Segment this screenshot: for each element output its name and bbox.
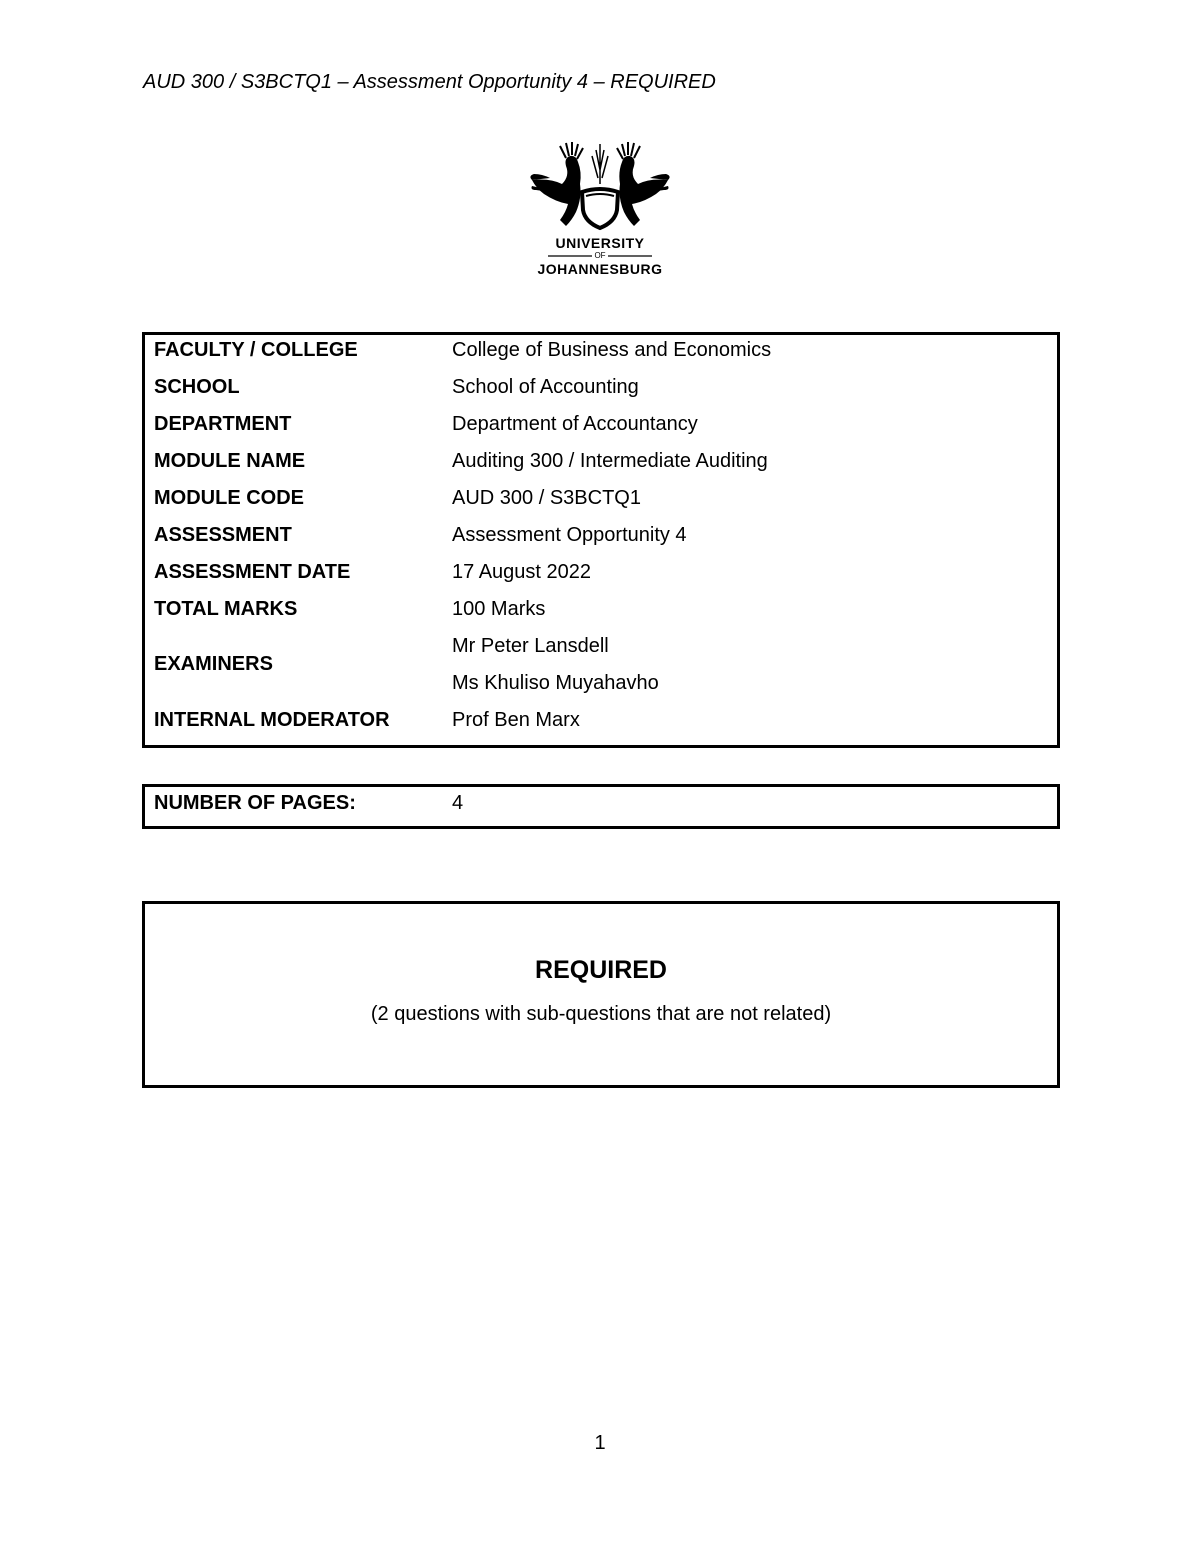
required-title: REQUIRED	[535, 956, 667, 984]
logo-text-of: OF	[594, 251, 606, 260]
info-label: DEPARTMENT	[154, 413, 292, 435]
info-value: Assessment Opportunity 4	[452, 524, 687, 546]
info-row-moderator	[145, 705, 1057, 742]
info-row-faculty	[145, 335, 1057, 372]
pages-label: NUMBER OF PAGES:	[154, 792, 356, 814]
info-row-total-marks	[145, 594, 1057, 631]
info-value: 100 Marks	[452, 598, 546, 620]
info-value: Prof Ben Marx	[452, 709, 580, 731]
university-logo	[520, 140, 680, 285]
info-value: AUD 300 / S3BCTQ1	[452, 487, 641, 509]
number-of-pages-box	[142, 784, 1060, 829]
pages-value: 4	[452, 792, 464, 814]
info-label: MODULE NAME	[154, 450, 306, 472]
info-label: TOTAL MARKS	[154, 598, 298, 620]
logo-text-university: UNIVERSITY	[555, 235, 645, 251]
info-value: 17 August 2022	[452, 561, 592, 583]
info-row-assessment-date	[145, 557, 1057, 594]
info-value: Auditing 300 / Intermediate Auditing	[452, 450, 768, 472]
info-value: Department of Accountancy	[452, 413, 698, 435]
module-info-box	[142, 332, 1060, 748]
info-label: EXAMINERS	[154, 653, 273, 675]
info-label: SCHOOL	[154, 376, 240, 398]
info-row-school	[145, 372, 1057, 409]
info-label: ASSESSMENT	[154, 524, 292, 546]
info-row-department	[145, 409, 1057, 446]
info-value: College of Business and Economics	[452, 339, 772, 361]
info-value: School of Accounting	[452, 376, 639, 398]
info-label: MODULE CODE	[154, 487, 304, 509]
info-row-examiners	[145, 631, 1057, 705]
info-row-assessment	[145, 520, 1057, 557]
info-row-module-code	[145, 483, 1057, 520]
info-label: FACULTY / COLLEGE	[154, 339, 358, 361]
running-header: AUD 300 / S3BCTQ1 – Assessment Opportunity 4 – REQUIRED	[143, 71, 716, 93]
info-row-module-name	[145, 446, 1057, 483]
info-label: INTERNAL MODERATOR	[154, 709, 390, 731]
required-box	[142, 901, 1060, 1088]
examiner-name: Mr Peter Lansdell	[452, 635, 609, 657]
logo-text-johannesburg: JOHANNESBURG	[537, 261, 663, 277]
page-number: 1	[594, 1432, 606, 1454]
examiner-name: Ms Khuliso Muyahavho	[452, 672, 659, 694]
required-subtitle: (2 questions with sub-questions that are not related)	[370, 1003, 832, 1025]
info-label: ASSESSMENT DATE	[154, 561, 351, 583]
